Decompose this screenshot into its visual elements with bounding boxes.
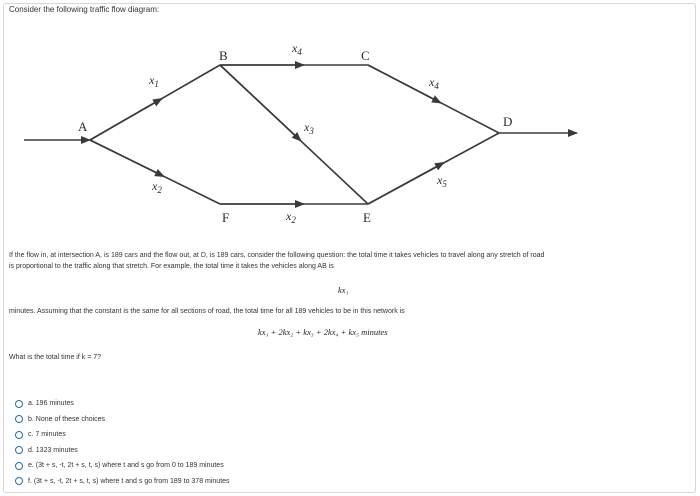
- radio-button-icon[interactable]: [15, 477, 23, 485]
- radio-button-icon[interactable]: [15, 446, 23, 454]
- node-B: B: [219, 48, 228, 63]
- option-label: a. 196 minutes: [28, 400, 74, 408]
- problem-text-line-3: minutes. Assuming that the constant is the same for all sections of road, the total time for all 189 vehicles to be in this network is: [9, 308, 405, 315]
- radio-button-icon[interactable]: [15, 400, 23, 408]
- label-edge-ED: $x_5$: [437, 173, 447, 189]
- node-E: E: [363, 210, 371, 225]
- node-D: D: [503, 114, 513, 129]
- formula-ab-time: kx₁: [338, 285, 349, 295]
- option-d[interactable]: [15, 443, 230, 459]
- radio-button-icon[interactable]: [15, 431, 23, 439]
- label-edge-AB: $x_1$: [149, 73, 159, 89]
- option-label: e. (3t + s, -t, 2t + s, t, s) where t and s go from 0 to 189 minutes: [28, 462, 224, 470]
- radio-button-icon[interactable]: [15, 462, 23, 470]
- node-C: C: [361, 48, 370, 63]
- problem-text-line-1: If the flow in, at intersection A, is 189 cars and the flow out, at D, is 189 cars, consider the following question: the total time it takes vehicles to travel along any stretch of road: [9, 252, 545, 259]
- question-text: What is the total time if k = 7?: [9, 354, 102, 361]
- option-c[interactable]: [15, 427, 230, 443]
- option-a[interactable]: [15, 396, 230, 412]
- label-edge-BE: $x_3$: [304, 120, 314, 136]
- option-label: c. 7 minutes: [28, 431, 66, 439]
- option-b[interactable]: [15, 412, 230, 428]
- option-label: d. 1323 minutes: [28, 446, 78, 454]
- intro-text: Consider the following traffic flow diagram:: [9, 5, 160, 14]
- label-edge-CD: $x_4$: [429, 75, 439, 91]
- option-label: b. None of these choices: [28, 415, 106, 423]
- answer-options: [15, 396, 230, 489]
- problem-text-line-2: is proportional to the traffic along that stretch. For example, the total time it takes the vehicles along AB is: [9, 263, 334, 270]
- label-edge-BC: $x_4$: [292, 41, 302, 57]
- traffic-flow-diagram: [0, 0, 700, 240]
- label-edge-FE: $x_2$: [286, 209, 296, 225]
- formula-total-time: kx₁ + 2kx₂ + kx₃ + 2kx₄ + kx₅ minutes: [258, 327, 388, 337]
- node-F: F: [222, 210, 230, 225]
- option-label: f. (3t + s, -t, 2t + s, t, s) where t and s go from 189 to 378 minutes: [28, 477, 230, 485]
- label-edge-AF: $x_2$: [152, 179, 162, 195]
- node-A: A: [78, 119, 88, 134]
- option-f[interactable]: [15, 474, 230, 490]
- radio-button-icon[interactable]: [15, 415, 23, 423]
- option-e[interactable]: [15, 458, 230, 474]
